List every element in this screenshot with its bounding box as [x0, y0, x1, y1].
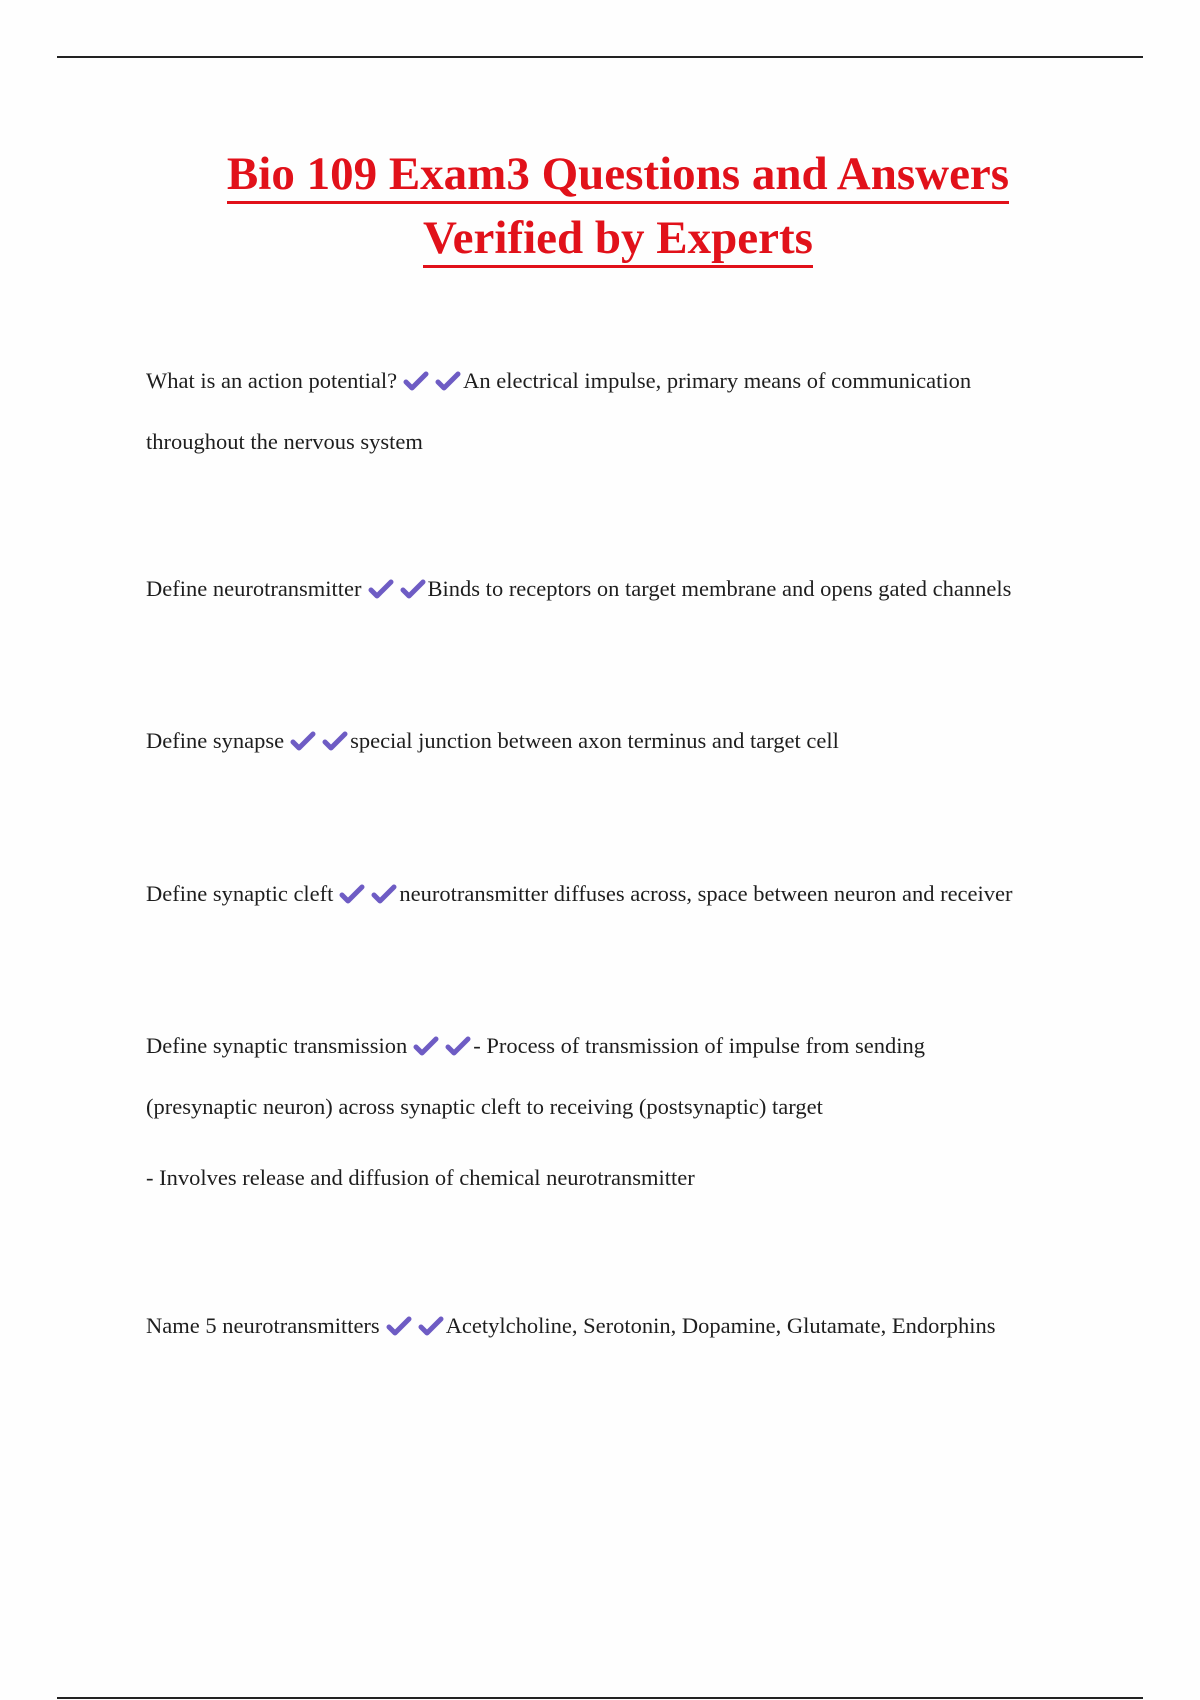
checkmark-icon [435, 371, 461, 391]
qa-line [146, 1015, 1086, 1076]
qa-line [146, 558, 1106, 619]
checkmark-icon [418, 1316, 444, 1336]
checkmark-icon [368, 579, 394, 599]
question-text: Define synapse [146, 728, 285, 753]
qa-item-5 [146, 1015, 1086, 1208]
answer-continuation: (presynaptic neuron) across synaptic cleft to receiving (postsynaptic) target [146, 1094, 823, 1119]
checkmark-icon [322, 731, 348, 751]
page-title-line-1: Bio 109 Exam3 Questions and Answers [227, 147, 1009, 204]
answer-continuation: - Involves release and diffusion of chemical neurotransmitter [146, 1165, 695, 1190]
checkmark-icon [403, 371, 429, 391]
question-text: Define synaptic cleft [146, 881, 334, 906]
qa-line [146, 710, 1086, 771]
page-title [0, 142, 1200, 270]
answer-continuation: throughout the nervous system [146, 429, 423, 454]
qa-item-4 [146, 863, 1106, 924]
page-title-line-2: Verified by Experts [423, 211, 813, 268]
question-text: What is an action potential? [146, 368, 398, 393]
qa-item-6 [146, 1295, 1086, 1356]
qa-item-1 [146, 350, 1086, 472]
checkmark-icon [290, 731, 316, 751]
footer-rule [57, 1697, 1143, 1699]
answer-text: - Process of transmission of impulse from sending [473, 1033, 926, 1058]
answer-text: neurotransmitter diffuses across, space between neuron and receiver [399, 881, 1013, 906]
checkmark-icon [400, 579, 426, 599]
question-text: Name 5 neurotransmitters [146, 1313, 380, 1338]
header-rule [57, 56, 1143, 58]
qa-line [146, 863, 1106, 924]
checkmark-icon [413, 1036, 439, 1056]
checkmark-icon [371, 884, 397, 904]
answer-text: special junction between axon terminus and target cell [350, 728, 839, 753]
checkmark-icon [339, 884, 365, 904]
answer-text: An electrical impulse, primary means of communication [463, 368, 972, 393]
qa-line [146, 350, 1086, 411]
qa-item-2 [146, 558, 1106, 619]
question-text: Define synaptic transmission [146, 1033, 408, 1058]
question-text: Define neurotransmitter [146, 576, 362, 601]
qa-line [146, 1295, 1086, 1356]
answer-text: Binds to receptors on target membrane and opens gated channels [427, 576, 1012, 601]
checkmark-icon [445, 1036, 471, 1056]
qa-item-3 [146, 710, 1086, 771]
checkmark-icon [386, 1316, 412, 1336]
answer-text: Acetylcholine, Serotonin, Dopamine, Glutamate, Endorphins [445, 1313, 996, 1338]
